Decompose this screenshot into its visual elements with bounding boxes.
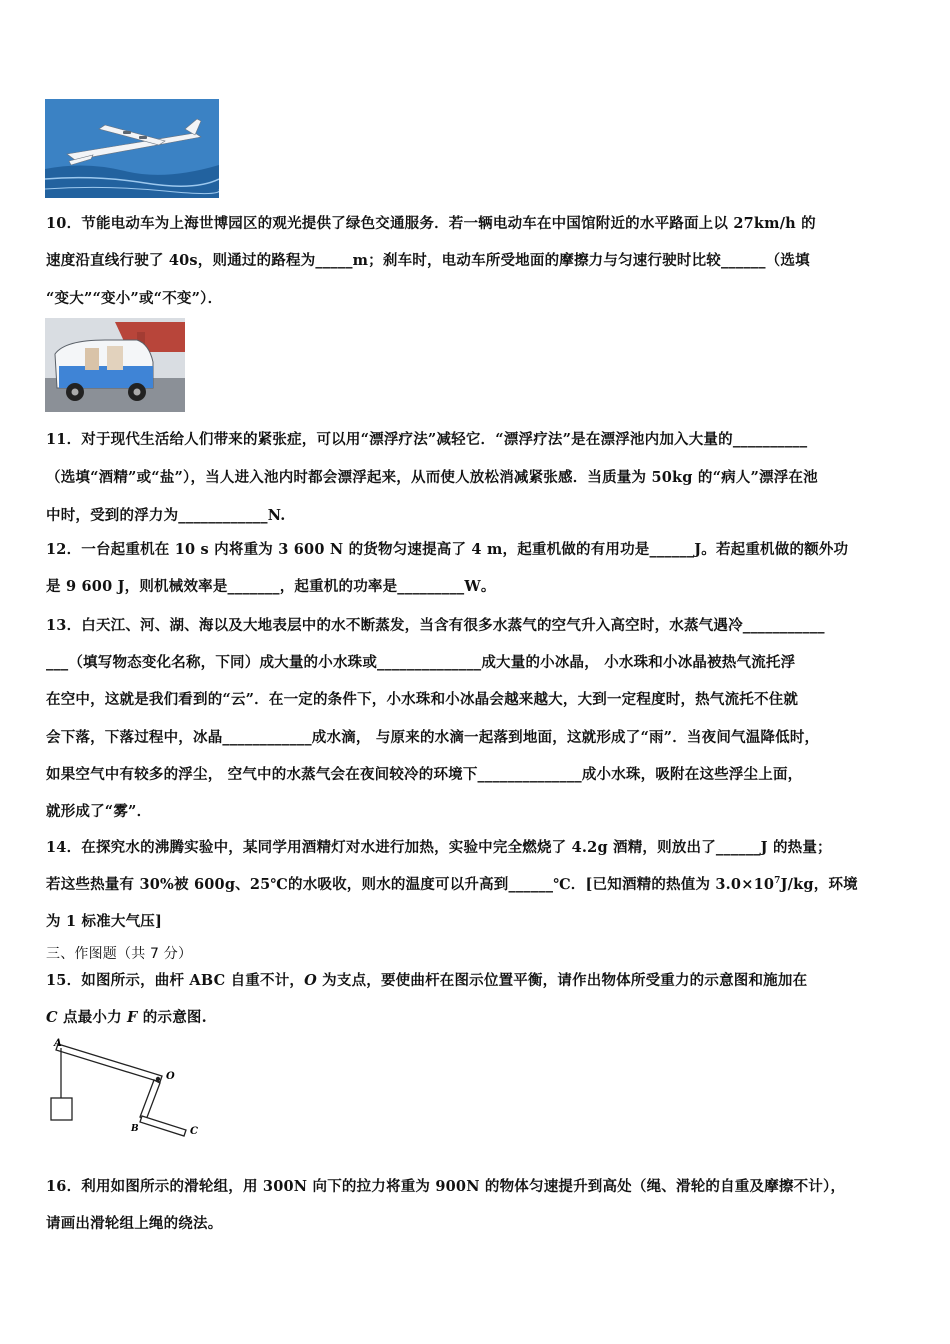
q13-line4: 会下落，下落过程中，冰晶____________成水滴， 与原来的水滴一起落到地面，这就形成了“雨”．当夜间气温降低时， [46, 729, 820, 746]
q13-line6: 就形成了“雾”． [46, 803, 152, 820]
q15-point-c: C [46, 1009, 58, 1026]
q16-line2: 请画出滑轮组上绳的绕法。 [46, 1215, 223, 1232]
q11-line3: 中时，受到的浮力为____________N. [46, 507, 286, 524]
q14-line2-part1: 若这些热量有 30%被 600g、25℃的水吸收，则水的温度可以升高到______℃．[已知酒精的热值为 3.0×10 [46, 876, 775, 893]
q10-line2: 速度沿直线行驶了 40s，则通过的路程为_____m；刹车时，电动车所受地面的摩擦力与匀速行驶时比较______（选填 [46, 252, 810, 269]
q14-exponent: 7 [774, 876, 781, 887]
label-o: O [166, 1071, 175, 1082]
q10-line3: “变大”“变小”或“不变”）． [46, 290, 223, 307]
seaplane-photo [45, 99, 219, 198]
q15-force-f: F [127, 1009, 138, 1026]
q14-line2 [46, 873, 858, 894]
q13-line2: ___（填写物态变化名称，下同）成大量的小水珠或______________成大量的小冰晶， 小水珠和小冰晶被热气流托浮 [46, 654, 796, 671]
label-a: A [54, 1038, 62, 1049]
q13-line1: 13．白天江、河、湖、海以及大地表层中的水不断蒸发，当含有很多水蒸气的空气升入高空时，水蒸气遇冷___________ [46, 617, 825, 634]
label-b: B [131, 1124, 139, 1134]
q11-line2: （选填“酒精”或“盐”），当人进入池内时都会漂浮起来，从而使人放松消减紧张感．当质量为 50kg 的“病人”漂浮在池 [46, 469, 818, 486]
q15-line1-part2: 为支点，要使曲杆在图示位置平衡，请作出物体所受重力的示意图和施加在 [316, 972, 808, 989]
electric-cart-photo [45, 318, 185, 412]
q13-line5: 如果空气中有较多的浮尘， 空气中的水蒸气会在夜间较冷的环境下______________成小水珠，吸附在这些浮尘上面， [46, 766, 803, 783]
q13-line3: 在空中，这就是我们看到的“云”．在一定的条件下，小水珠和小冰晶会越来越大，大到一定程度时，热气流托不住就 [46, 691, 799, 708]
q15-line1 [46, 969, 807, 990]
section3-heading: 三、作图题（共 7 分） [46, 946, 193, 962]
q14-line2-part2: J/kg，环境 [780, 876, 858, 893]
label-c: C [190, 1126, 198, 1137]
q14-line1: 14．在探究水的沸腾实验中，某同学用酒精灯对水进行加热，实验中完全燃烧了 4.2g 酒精，则放出了______J 的热量； [46, 839, 832, 856]
q16-line1: 16．利用如图所示的滑轮组，用 300N 向下的拉力将重为 900N 的物体匀速提升到高处（绳、滑轮的自重及摩擦不计）， [46, 1178, 846, 1195]
q15-line2-mid: 点最小力 [57, 1009, 128, 1026]
q15-line2-end: 的示意图. [137, 1009, 207, 1026]
q10-line1: 10．节能电动车为上海世博园区的观光提供了绿色交通服务．若一辆电动车在中国馆附近的水平路面上以 27km/h 的 [46, 215, 816, 232]
q15-line1-part1: 15．如图所示，曲杆 ABC 自重不计， [46, 972, 305, 989]
lever-diagram [46, 1038, 206, 1138]
q14-line3: 为 1 标准大气压] [46, 913, 163, 930]
q12-line2: 是 9 600 J，则机械效率是_______，起重机的功率是_________W。 [46, 578, 496, 595]
q15-line2 [46, 1006, 207, 1027]
q12-line1: 12．一台起重机在 10 s 内将重为 3 600 N 的货物匀速提高了 4 m，起重机做的有用功是______J。若起重机做的额外功 [46, 541, 849, 558]
q15-point-o: O [304, 972, 317, 989]
q11-line1: 11．对于现代生活给人们带来的紧张症，可以用“漂浮疗法”减轻它．“漂浮疗法”是在漂浮池内加入大量的__________ [46, 431, 808, 448]
